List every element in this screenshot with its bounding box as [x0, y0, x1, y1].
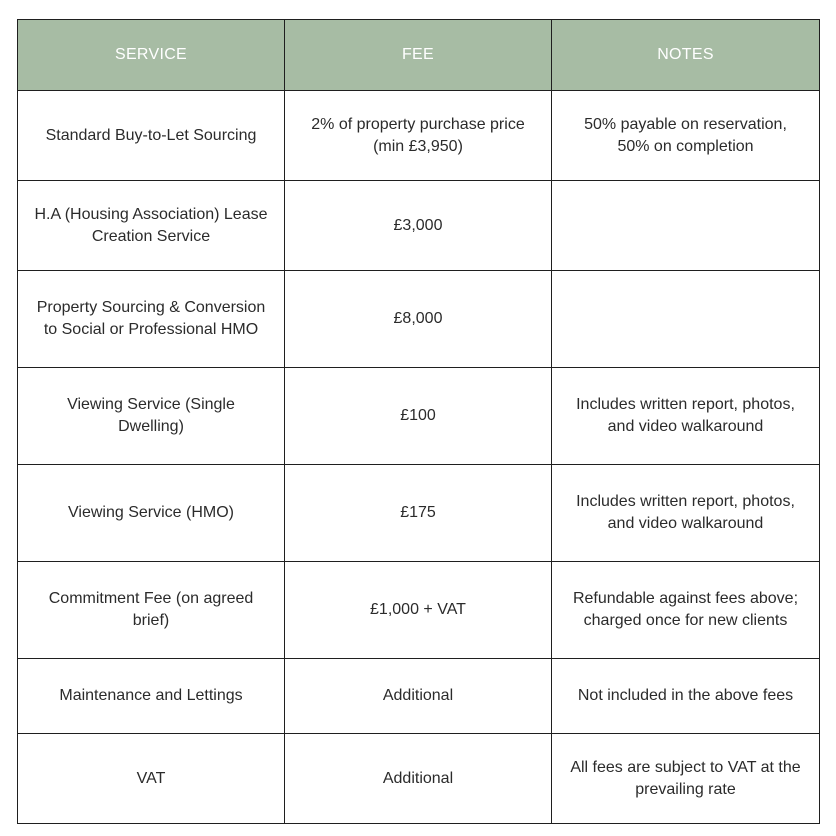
- fee-table: [17, 19, 820, 824]
- notes-cell: 50% payable on reservation, 50% on completion: [552, 91, 820, 181]
- table-row: [18, 734, 820, 824]
- fee-cell: £1,000 + VAT: [285, 562, 552, 659]
- service-cell: Viewing Service (HMO): [18, 465, 285, 562]
- header-fee: FEE: [285, 20, 552, 91]
- header-row: [18, 20, 820, 91]
- table-row: [18, 659, 820, 734]
- notes-cell: All fees are subject to VAT at the prevailing rate: [552, 734, 820, 824]
- service-cell: Viewing Service (Single Dwelling): [18, 368, 285, 465]
- notes-cell: Includes written report, photos, and video walkaround: [552, 368, 820, 465]
- fee-cell: £100: [285, 368, 552, 465]
- fee-cell: 2% of property purchase price (min £3,950): [285, 91, 552, 181]
- table-row: [18, 91, 820, 181]
- table-header: [18, 20, 820, 91]
- table-row: [18, 368, 820, 465]
- notes-cell: Refundable against fees above; charged once for new clients: [552, 562, 820, 659]
- table-body: [18, 91, 820, 824]
- service-cell: VAT: [18, 734, 285, 824]
- notes-cell: [552, 181, 820, 271]
- notes-cell: Includes written report, photos, and video walkaround: [552, 465, 820, 562]
- service-cell: Maintenance and Lettings: [18, 659, 285, 734]
- table-row: [18, 271, 820, 368]
- table-row: [18, 562, 820, 659]
- notes-cell: Not included in the above fees: [552, 659, 820, 734]
- header-notes: NOTES: [552, 20, 820, 91]
- fee-cell: £8,000: [285, 271, 552, 368]
- service-cell: Commitment Fee (on agreed brief): [18, 562, 285, 659]
- fee-cell: £3,000: [285, 181, 552, 271]
- header-service: SERVICE: [18, 20, 285, 91]
- fee-cell: Additional: [285, 659, 552, 734]
- service-cell: Standard Buy-to-Let Sourcing: [18, 91, 285, 181]
- service-cell: H.A (Housing Association) Lease Creation Service: [18, 181, 285, 271]
- fee-cell: Additional: [285, 734, 552, 824]
- table-row: [18, 181, 820, 271]
- service-cell: Property Sourcing & Conversion to Social or Professional HMO: [18, 271, 285, 368]
- table-row: [18, 465, 820, 562]
- notes-cell: [552, 271, 820, 368]
- fee-cell: £175: [285, 465, 552, 562]
